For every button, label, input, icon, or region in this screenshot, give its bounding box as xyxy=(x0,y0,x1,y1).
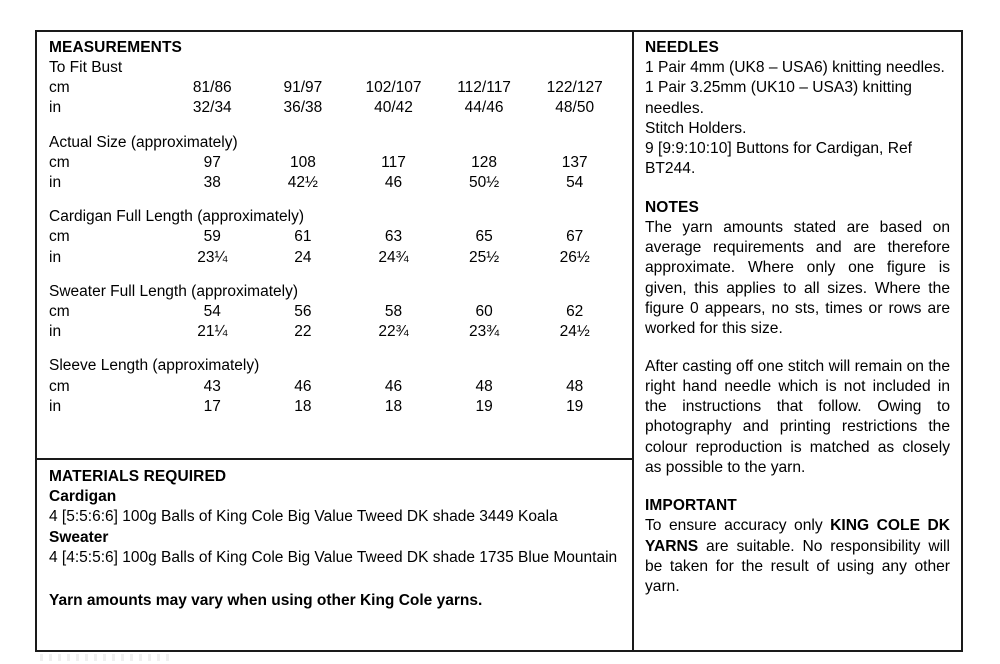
measure-cell: 91/97 xyxy=(283,79,323,97)
unit-label: in xyxy=(49,99,62,117)
table-row xyxy=(49,302,620,322)
measure-cell: 25½ xyxy=(468,248,500,266)
measure-cell: 18 xyxy=(384,397,403,415)
measure-cell: 17 xyxy=(203,397,221,415)
table-row xyxy=(49,377,620,397)
measure-cell: 43 xyxy=(203,377,221,395)
measure-cell: 56 xyxy=(294,303,312,321)
measure-cell: 46 xyxy=(384,174,403,192)
table-row xyxy=(49,397,620,417)
measure-cell: 48 xyxy=(475,377,493,395)
right-column xyxy=(634,32,961,650)
notes-paragraph-2: After casting off one stitch will remain on the right hand needle which is not included in the instructions that follow. Owing to photography and printing restrictions the colour reproduction is matched as closely as possible to the yarn. xyxy=(645,357,950,477)
measure-cell: 23¾ xyxy=(468,323,500,341)
measure-cell: 54 xyxy=(566,174,584,192)
unit-label: cm xyxy=(49,377,70,395)
important-text xyxy=(645,516,950,597)
measure-cell: 24 xyxy=(294,248,312,266)
measure-cell: 48/50 xyxy=(555,99,595,117)
measure-cell: 63 xyxy=(384,228,403,246)
table-row xyxy=(49,98,620,118)
measure-cell: 32/34 xyxy=(192,99,232,117)
measure-cell: 50½ xyxy=(468,174,500,192)
measure-cell: 81/86 xyxy=(192,79,232,97)
measurements-table-2 xyxy=(49,227,620,267)
materials-sweater-text: 4 [4:5:5:6] 100g Balls of King Cole Big Value Tweed DK shade 1735 Blue Mountain xyxy=(49,549,618,567)
measure-cell: 26½ xyxy=(559,248,590,266)
measure-cell: 122/127 xyxy=(546,79,603,97)
table-spacer xyxy=(49,119,620,133)
important-heading: IMPORTANT xyxy=(645,497,737,515)
measurements-caption-4: Sleeve Length (approximately) xyxy=(49,357,260,375)
table-row xyxy=(49,153,620,173)
table-spacer xyxy=(49,268,620,282)
unit-label: cm xyxy=(49,79,70,97)
unit-label: cm xyxy=(49,303,70,321)
needles-line: 1 Pair 4mm (UK8 – USA6) knitting needles. xyxy=(645,59,945,76)
measure-cell: 22¾ xyxy=(378,323,409,341)
measure-cell: 60 xyxy=(475,303,493,321)
measurements-table-1 xyxy=(49,153,620,193)
measure-cell: 24½ xyxy=(559,323,590,341)
important-emphasis: KING COLE DK YARNS xyxy=(645,517,950,555)
measurements-caption-2: Cardigan Full Length (approximately) xyxy=(49,208,305,226)
table-row xyxy=(49,78,620,98)
measurements-table-4 xyxy=(49,377,620,417)
notes-paragraph-1: The yarn amounts stated are based on average requirements and are therefore approximate. Where only one figure is given, this applies to all sizes. Where the figure 0 appears, no sts, times or rows are worked for this size. xyxy=(645,218,950,338)
measurements-caption-1: Actual Size (approximately) xyxy=(49,133,238,151)
measure-cell: 102/107 xyxy=(365,79,422,97)
measure-cell: 44/46 xyxy=(464,99,504,117)
measure-cell: 108 xyxy=(289,153,316,171)
measure-cell: 48 xyxy=(566,377,584,395)
measure-cell: 128 xyxy=(471,153,498,171)
needles-line: 1 Pair 3.25mm (UK10 – USA3) knitting needles. xyxy=(645,79,912,117)
unit-label: in xyxy=(49,397,62,415)
measure-cell: 42½ xyxy=(287,174,318,192)
measurements-table-3 xyxy=(49,302,620,342)
materials-cardigan-text: 4 [5:5:6:6] 100g Balls of King Cole Big Value Tweed DK shade 3449 Koala xyxy=(49,508,558,526)
materials-cardigan-label: Cardigan xyxy=(49,488,117,505)
needles-heading: NEEDLES xyxy=(645,39,719,56)
measurements-section xyxy=(37,32,632,460)
table-spacer xyxy=(49,342,620,356)
left-column xyxy=(37,32,634,650)
unit-label: cm xyxy=(49,153,70,171)
materials-heading: MATERIALS REQUIRED xyxy=(49,468,227,485)
table-row xyxy=(49,322,620,342)
measure-cell: 21¼ xyxy=(197,323,228,341)
measure-cell: 59 xyxy=(203,228,221,246)
measurements-caption-3: Sweater Full Length (approximately) xyxy=(49,282,298,300)
measure-cell: 117 xyxy=(381,153,406,171)
notes-heading: NOTES xyxy=(645,198,699,216)
measure-cell: 61 xyxy=(294,228,312,246)
measure-cell: 58 xyxy=(384,303,403,321)
measure-cell: 67 xyxy=(566,228,584,246)
pattern-frame xyxy=(35,30,963,652)
measure-cell: 54 xyxy=(203,303,221,321)
measure-cell: 65 xyxy=(475,228,493,246)
unit-label: cm xyxy=(49,228,70,246)
table-spacer xyxy=(49,193,620,207)
measure-cell: 46 xyxy=(384,377,403,395)
table-row xyxy=(49,227,620,247)
measure-cell: 22 xyxy=(294,323,312,341)
measure-cell: 46 xyxy=(294,377,312,395)
unit-label: in xyxy=(49,248,62,266)
measure-cell: 24¾ xyxy=(378,248,409,266)
measurements-table-0 xyxy=(49,78,620,118)
measure-cell: 137 xyxy=(561,153,588,171)
measure-cell: 19 xyxy=(566,397,584,415)
scan-edge-artifact xyxy=(40,654,170,661)
measure-cell: 18 xyxy=(294,397,312,415)
measure-cell: 62 xyxy=(566,303,584,321)
materials-sweater-label: Sweater xyxy=(49,528,109,546)
measure-cell: 23¼ xyxy=(197,248,228,266)
table-row xyxy=(49,248,620,268)
measure-cell: 38 xyxy=(203,174,221,192)
measure-cell: 36/38 xyxy=(283,99,323,117)
important-text-after: are suitable. No responsibility will be taken for the result of using any other yarn. xyxy=(645,537,950,596)
measure-cell: 40/42 xyxy=(374,99,413,117)
measure-cell: 97 xyxy=(203,153,221,171)
materials-section xyxy=(37,460,632,650)
materials-footnote: Yarn amounts may vary when using other King Cole yarns. xyxy=(49,591,483,609)
needles-line: 9 [9:9:10:10] Buttons for Cardigan, Ref BT244. xyxy=(645,140,912,178)
unit-label: in xyxy=(49,323,62,341)
measure-cell: 112/117 xyxy=(457,79,511,97)
measurements-caption-0: To Fit Bust xyxy=(49,59,123,76)
needles-line: Stitch Holders. xyxy=(645,119,747,137)
measurements-heading: MEASUREMENTS xyxy=(49,39,182,56)
unit-label: in xyxy=(49,174,62,192)
table-row xyxy=(49,173,620,193)
important-text-before: To ensure accuracy only xyxy=(645,517,831,535)
measure-cell: 19 xyxy=(475,397,493,415)
